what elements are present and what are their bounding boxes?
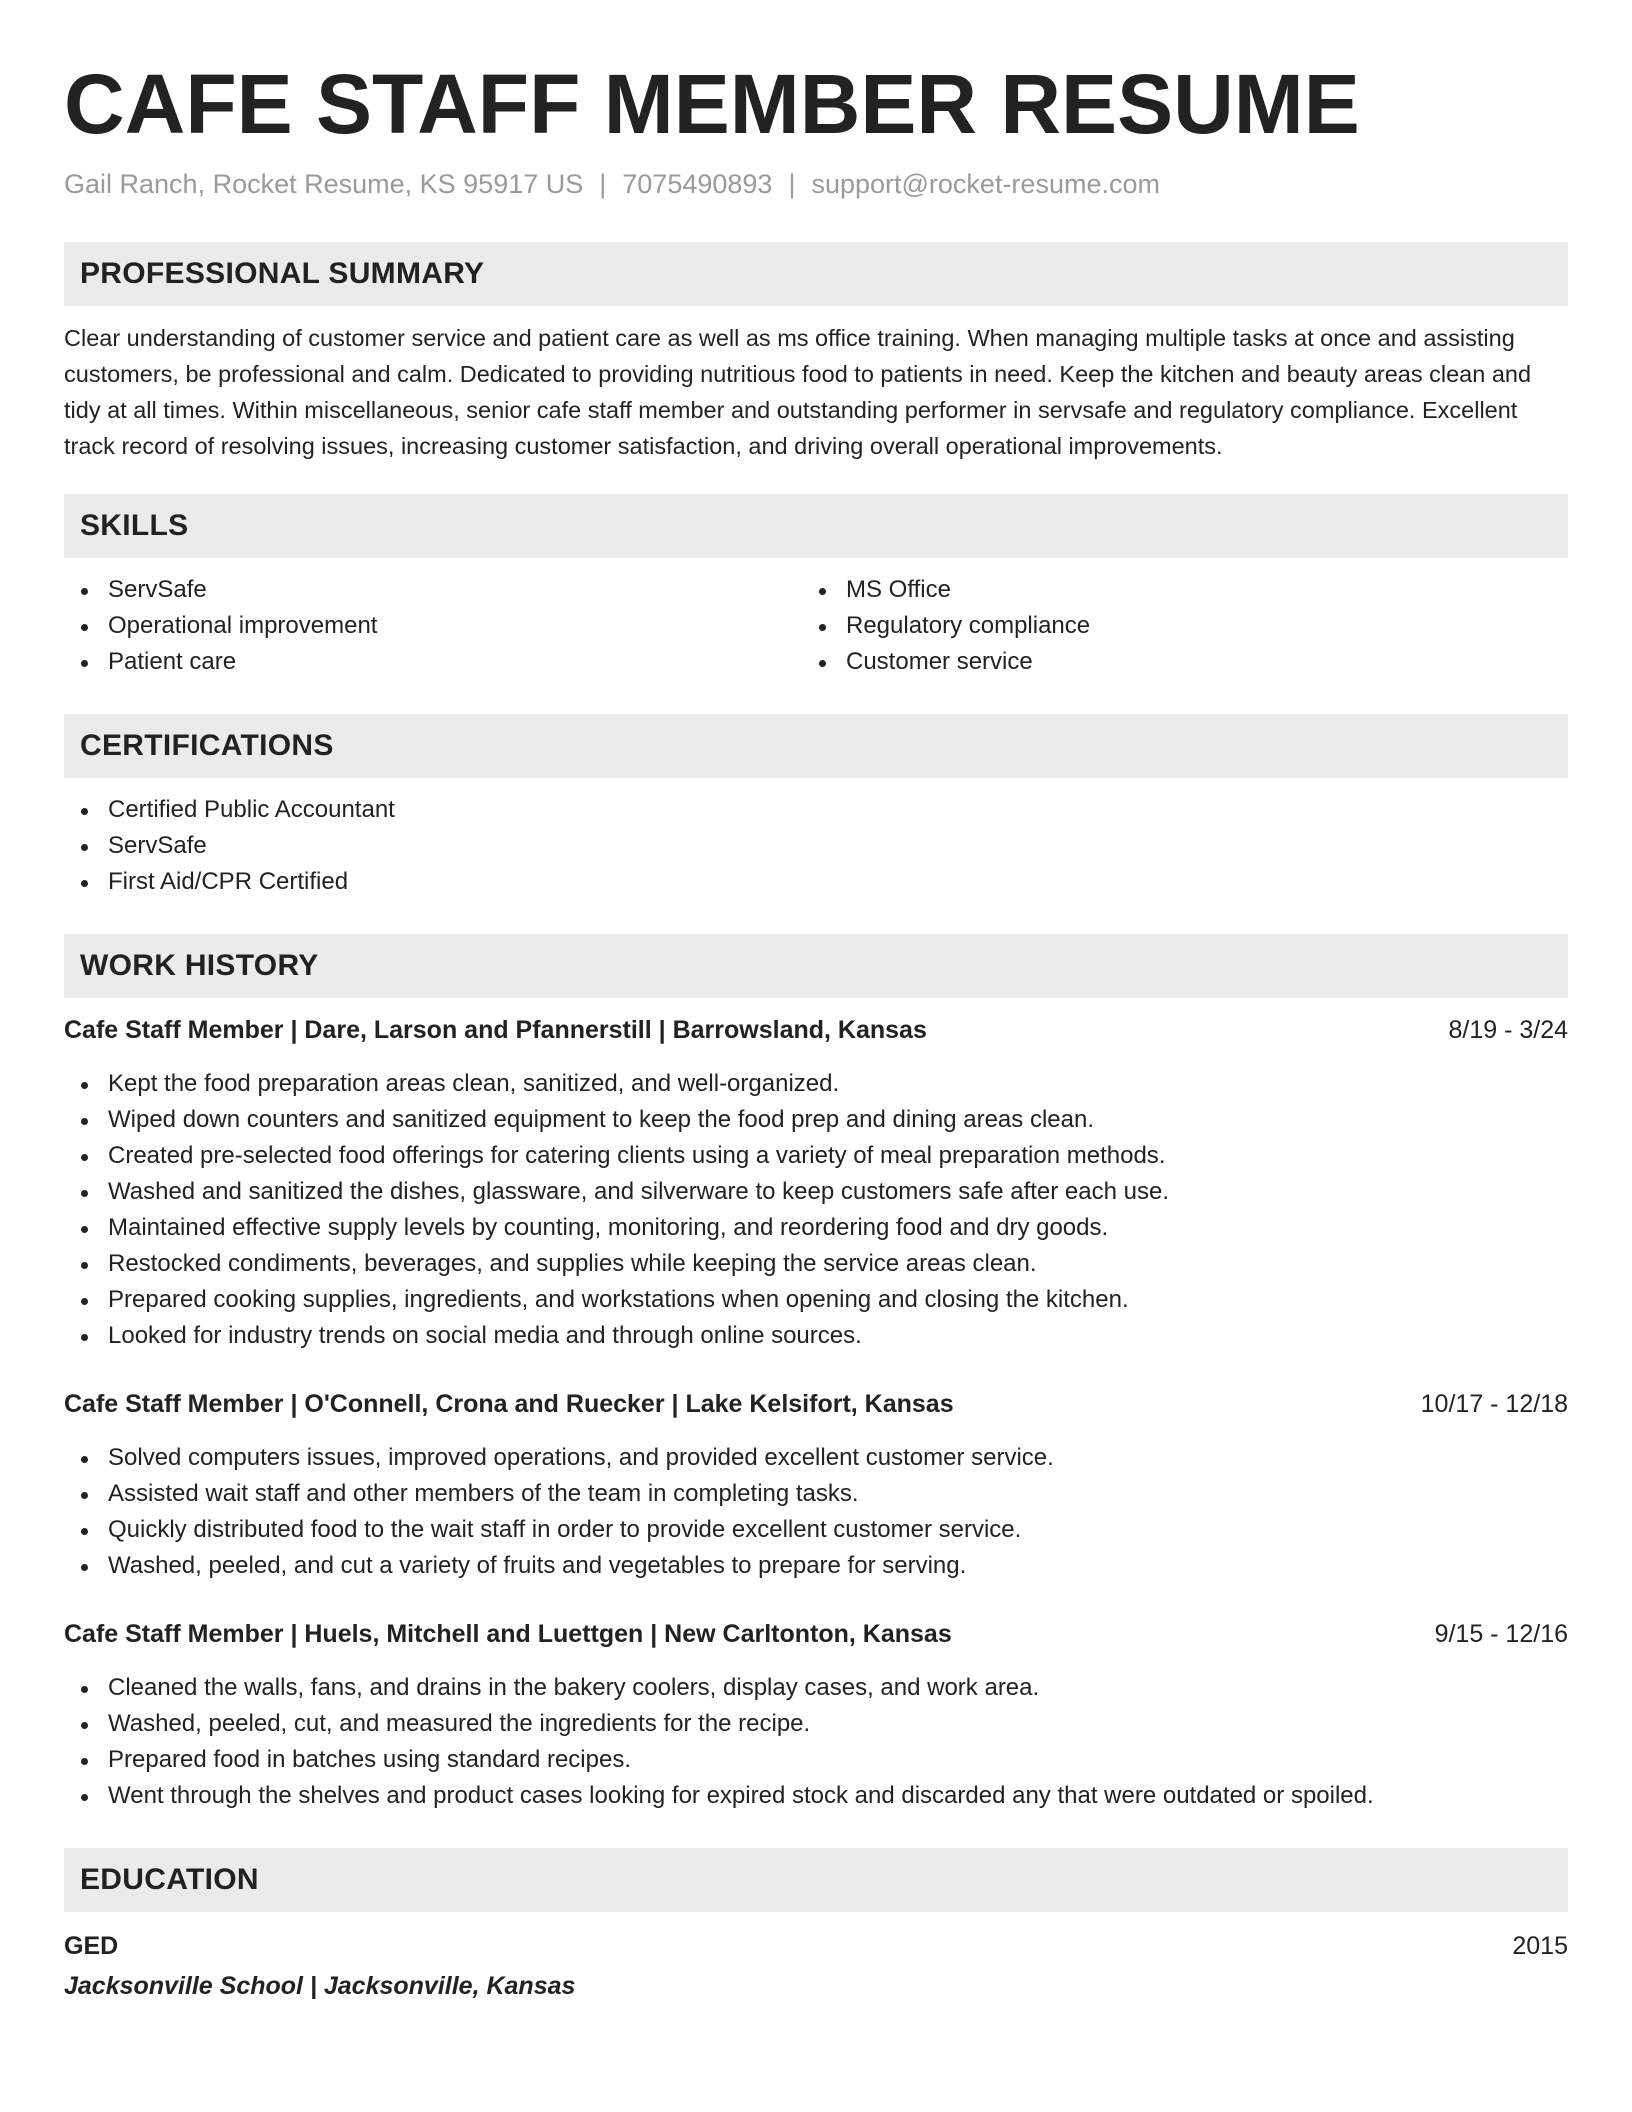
certifications-list [64,792,1568,900]
job-duty: Created pre-selected food offerings for catering clients using a variety of meal preparation methods. [64,1138,1568,1174]
job-duty: Wiped down counters and sanitized equipment to keep the food prep and dining areas clean. [64,1102,1568,1138]
job-entry [64,1012,1568,1354]
certification-item: First Aid/CPR Certified [64,864,1568,900]
contact-line [64,166,1568,202]
section-heading-skills: SKILLS [64,494,1568,558]
skill-item: ServSafe [64,572,802,608]
job-duty: Kept the food preparation areas clean, sanitized, and well-organized. [64,1066,1568,1102]
section-heading-education: EDUCATION [64,1848,1568,1912]
skill-item: MS Office [802,572,1540,608]
contact-separator: | [599,169,607,199]
skill-item: Regulatory compliance [802,608,1540,644]
job-duty: Washed, peeled, and cut a variety of fruits and vegetables to prepare for serving. [64,1548,1568,1584]
skills-column-right [802,572,1540,680]
job-duty: Quickly distributed food to the wait staff in order to provide excellent customer service. [64,1512,1568,1548]
job-entry [64,1616,1568,1814]
job-duties-list [64,1440,1568,1584]
section-heading-summary: PROFESSIONAL SUMMARY [64,242,1568,306]
job-dates: 8/19 - 3/24 [1448,1016,1568,1044]
job-dates: 10/17 - 12/18 [1420,1390,1568,1418]
job-duty: Restocked condiments, beverages, and supplies while keeping the service areas clean. [64,1246,1568,1282]
job-title: Cafe Staff Member | O'Connell, Crona and Ruecker | Lake Kelsifort, Kansas [64,1390,954,1418]
resume-title: CAFE STAFF MEMBER RESUME [64,57,1360,151]
skills-column-left [64,572,802,680]
job-duty: Cleaned the walls, fans, and drains in the bakery coolers, display cases, and work area. [64,1670,1568,1706]
certification-item: Certified Public Accountant [64,792,1568,828]
education-year: 2015 [1512,1932,1568,1960]
education-header [64,1928,1568,1964]
section-heading-work-history: WORK HISTORY [64,934,1568,998]
skill-item: Operational improvement [64,608,802,644]
job-dates: 9/15 - 12/16 [1434,1620,1568,1648]
job-duty: Prepared food in batches using standard recipes. [64,1742,1568,1778]
job-header [64,1386,1568,1422]
certification-item: ServSafe [64,828,1568,864]
job-duties-list [64,1670,1568,1814]
job-title: Cafe Staff Member | Dare, Larson and Pfannerstill | Barrowsland, Kansas [64,1016,927,1044]
skills-list [64,572,1568,680]
job-duty: Maintained effective supply levels by counting, monitoring, and reordering food and dry goods. [64,1210,1568,1246]
job-duty: Washed, peeled, cut, and measured the ingredients for the recipe. [64,1706,1568,1742]
summary-text: Clear understanding of customer service and patient care as well as ms office training. When managing multiple tasks at once and assisting customers, be professional and calm. Dedicated to providing nutritious food to patients in need. Keep the kitchen and beauty areas clean and tidy at all times. Within miscellaneous, senior cafe staff member and outstanding performer in servsafe and regulatory compliance. Excellent track record of resolving issues, increasing customer satisfaction, and driving overall operational improvements. [64,325,1532,459]
job-duty: Washed and sanitized the dishes, glassware, and silverware to keep customers safe after each use. [64,1174,1568,1210]
job-duty: Assisted wait staff and other members of the team in completing tasks. [64,1476,1568,1512]
job-duty: Prepared cooking supplies, ingredients, and workstations when opening and closing the kitchen. [64,1282,1568,1318]
job-entry [64,1386,1568,1584]
job-header [64,1616,1568,1652]
job-duties-list [64,1066,1568,1354]
skill-item: Patient care [64,644,802,680]
job-header [64,1012,1568,1048]
contact-phone: 7075490893 [622,169,773,199]
skill-item: Customer service [802,644,1540,680]
job-title: Cafe Staff Member | Huels, Mitchell and Luettgen | New Carltonton, Kansas [64,1620,952,1648]
job-duty: Looked for industry trends on social media and through online sources. [64,1318,1568,1354]
education-degree: GED [64,1932,119,1960]
contact-address: Gail Ranch, Rocket Resume, KS 95917 US [64,169,584,199]
job-duty: Solved computers issues, improved operations, and provided excellent customer service. [64,1440,1568,1476]
job-duty: Went through the shelves and product cases looking for expired stock and discarded any that were outdated or spoiled. [64,1778,1568,1814]
education-school: Jacksonville School | Jacksonville, Kansas [64,1972,576,2000]
section-heading-certifications: CERTIFICATIONS [64,714,1568,778]
contact-separator: | [788,169,796,199]
contact-email: support@rocket-resume.com [811,169,1160,199]
